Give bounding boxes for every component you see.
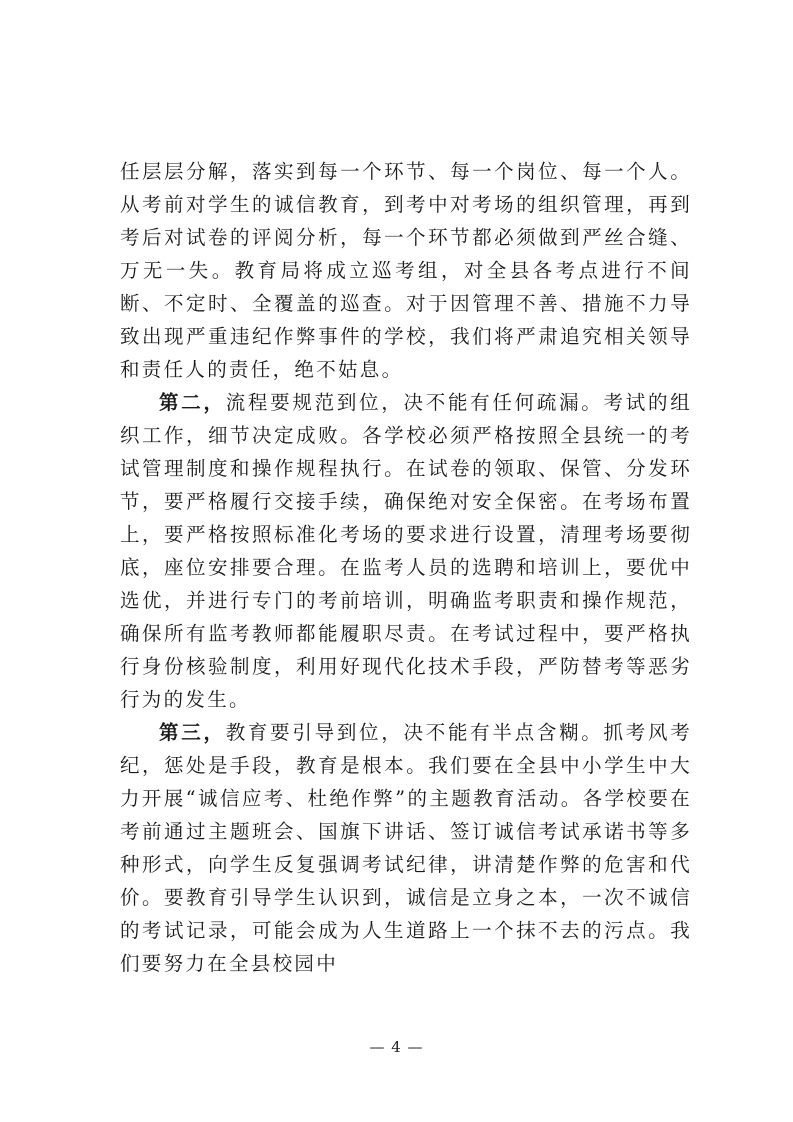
paragraph-3 xyxy=(120,716,692,980)
paragraph-2-text: 流程要规范到位，决不能有任何疏漏。考试的组织工作，细节决定成败。各学校必须严格按照全县统一的考试管理制度和操作规程执行。在试卷的领取、保管、分发环节，要严格履行交接手续，确保绝对安全保密。在考场布置上，要严格按照标准化考场的要求进行设置，清理考场要彻底，座位安排要合理。在监考人员的选聘和培训上，要优中选优，并进行专门的考前培训，明确监考职责和操作规范，确保所有监考教师都能履职尽责。在考试过程中，要严格执行身份核验制度，利用好现代化技术手段，严防替考等恶劣行为的发生。 xyxy=(120,391,692,711)
paragraph-3-lead: 第三， xyxy=(159,721,226,744)
paragraph-2-lead: 第二， xyxy=(159,391,226,414)
paragraph-3-text: 教育要引导到位，决不能有半点含糊。抓考风考纪，惩处是手段，教育是根本。我们要在全县中小学生中大力开展“诚信应考、杜绝作弊”的主题教育活动。各学校要在考前通过主题班会、国旗下讲话、签订诚信考试承诺书等多种形式，向学生反复强调考试纪律，讲清楚作弊的危害和代价。要教育引导学生认识到，诚信是立身之本，一次不诚信的考试记录，可能会成为人生道路上一个抹不去的污点。我们要努力在全县校园中 xyxy=(120,721,692,975)
page-number: — 4 — xyxy=(369,1038,424,1056)
document-body xyxy=(120,155,692,980)
paragraph-2 xyxy=(120,386,692,716)
paragraph-1-text: 任层层分解，落实到每一个环节、每一个岗位、每一个人。从考前对学生的诚信教育，到考中对考场的组织管理，再到考后对试卷的评阅分析，每一个环节都必须做到严丝合缝、万无一失。教育局将成立巡考组，对全县各考点进行不间断、不定时、全覆盖的巡查。对于因管理不善、措施不力导致出现严重违纪作弊事件的学校，我们将严肃追究相关领导和责任人的责任，绝不姑息。 xyxy=(120,160,692,381)
paragraph-1 xyxy=(120,155,692,386)
